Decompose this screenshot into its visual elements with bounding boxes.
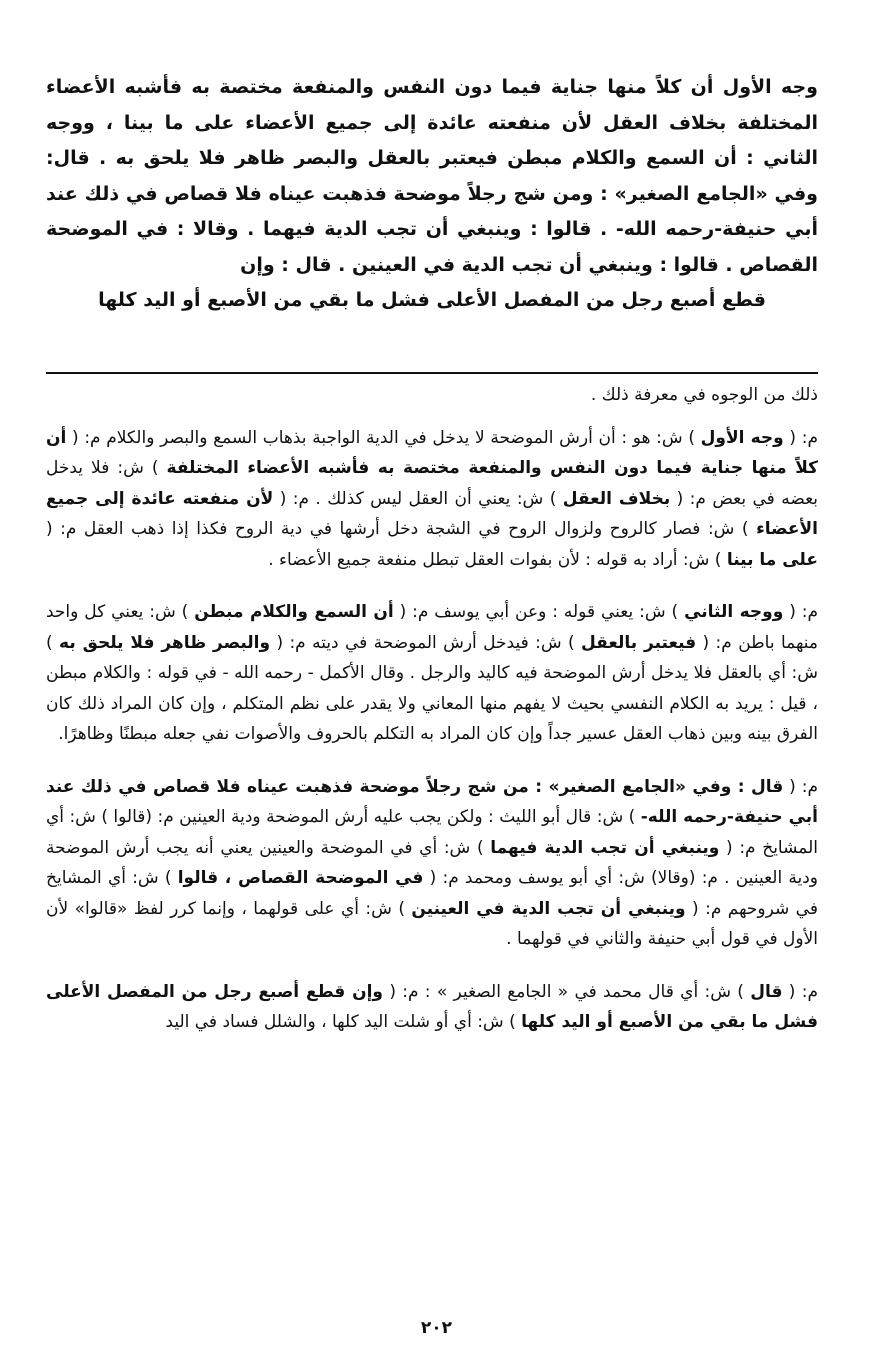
commentary-paragraph: [46, 597, 818, 750]
commentary-text: ) ش: أي في الموضحة والعينين يعني أنه يجب أرش الموضحة ودية العينين . م: (وقالا) ش: أي أبو يوسف ومحمد م: (: [46, 837, 818, 888]
main-text: [46, 70, 818, 319]
commentary-text: م: (: [789, 776, 818, 797]
quoted-matn: فيعتبر بالعقل: [580, 632, 697, 653]
quoted-matn: وإن قطع أصبع رجل من المفصل الأعلى فشل ما بقي من الأصبع أو اليد كلها: [46, 981, 818, 1032]
main-text-body: وجه الأول أن كلاً منها جناية فيما دون النفس والمنفعة مختصة به فأشبه الأعضاء المختلفة بخلاف العقل لأن منفعته عائدة إلى جميع الأعضاء على ما بينا ، ووجه الثاني : أن السمع والكلام مبطن فيعتبر بالعقل والبصر ظاهر فلا يلحق به . قال: وفي «الجامع الصغير» : ومن شج رجلاً موضحة فذهبت عيناه فلا قصاص في ذلك عند أبي حنيفة-رحمه الله- . قالوا : وينبغي أن تجب الدية فيهما . وقالا : في الموضحة القصاص . قالوا : وينبغي أن تجب الدية في العينين . قال : وإن: [46, 76, 818, 276]
quoted-matn: على ما بينا: [726, 549, 818, 570]
commentary-text: ) ش: أي قال محمد في « الجامع الصغير » : م: (: [389, 981, 744, 1002]
commentary-text: ) ش: فيدخل أرش الموضحة في ديته م: (: [276, 632, 575, 653]
commentary-paragraph: [46, 977, 818, 1038]
commentary-text: ) ش: هو : أن أرش الموضحة لا يدخل في الدية الواجبة بذهاب السمع والبصر والكلام م: (: [72, 427, 695, 448]
commentary-text: ) ش: فصار كالروح ولزوال الروح في الشجة دخل أرشها في دية الروح فكذا إذا ذهب العقل م: (: [46, 519, 749, 539]
quoted-matn: قال : وفي «الجامع الصغير» : من شج رجلاً موضحة فذهبت عيناه فلا قصاص في ذلك عند أبي حنيفة-رحمه الله-: [46, 776, 819, 827]
commentary-intro: ذلك من الوجوه في معرفة ذلك .: [590, 385, 818, 405]
quoted-matn: وجه الأول: [700, 427, 784, 448]
quoted-matn: أن السمع والكلام مبطن: [194, 602, 394, 622]
main-text-last-line: قطع أصبع رجل من المفصل الأعلى فشل ما بقي من الأصبع أو اليد كلها: [98, 289, 766, 311]
commentary-section: [46, 380, 818, 1060]
page-number: ٢٠٢: [420, 1318, 453, 1338]
commentary-text: ) ش: يعني كل واحد منهما باطن م: (: [46, 602, 819, 653]
commentary-text: ) ش: يعني أن العقل ليس كذلك . م: (: [279, 488, 557, 509]
separator-rule: [46, 372, 818, 374]
commentary-text: ) ش: أي المشايخ في شروحهم م: (: [46, 868, 818, 919]
quoted-matn: أن كلاً منها جناية فيما دون النفس والمنفعة مختصة به فأشبه الأعضاء المختلفة: [46, 427, 819, 478]
quoted-matn: قال: [750, 981, 783, 1002]
commentary-text: م: (: [789, 602, 818, 622]
commentary-paragraph: [46, 772, 818, 955]
quoted-matn: وينبغي أن تجب الدية فيهما: [490, 837, 720, 858]
page-content: [46, 70, 818, 319]
quoted-matn: وينبغي أن تجب الدية في العينين: [411, 898, 686, 919]
commentary-text: ) ش: فلا يدخل بعضه في بعض م: (: [46, 458, 819, 509]
commentary-paragraph: [46, 423, 818, 576]
commentary-text: ) ش: يعني قوله : وعن أبي يوسف م: (: [399, 602, 679, 622]
commentary-text: ) ش: قال أبو الليث : ولكن يجب عليه أرش الموضحة ودية العينين م: (قالوا ) ش: أي المشايخ م: (: [46, 807, 819, 858]
quoted-matn: بخلاف العقل: [562, 488, 671, 509]
commentary-text: م: (: [788, 981, 818, 1002]
commentary-text: ) ش: أي بالعقل فلا يدخل أرش الموضحة فيه كاليد والرجل . وقال الأكمل - رحمه الله - في قوله : والكلام مبطن ، قيل : يريد به الكلام النفسي بحيث لا يفهم منها المعاني ولا يقدر على نظم المتكلم ، وإن كان المراد ذلك كان الفرق بينه وبين ذهاب العقل عسير جداً وإن كان المراد به التكلم بالحروف والأصوات نفي جعله مبطنًا وظاهرًا.: [46, 632, 818, 744]
quoted-matn: والبصر ظاهر فلا يلحق به: [59, 632, 271, 653]
quoted-matn: ووجه الثاني: [684, 602, 784, 622]
commentary-text: ) ش: أي على قولهما ، وإنما كرر لفظ «قالوا» لأن الأول في قول أبي حنيفة والثاني في قولهما .: [46, 898, 818, 949]
quoted-matn: لأن منفعته عائدة إلى جميع الأعضاء: [46, 488, 819, 539]
commentary-text: ) ش: أراد به قوله : لأن بفوات العقل تبطل منفعة جميع الأعضاء .: [268, 549, 722, 570]
quoted-matn: في الموضحة القصاص ، قالوا: [177, 868, 424, 888]
commentary-text: ) ش: أي أو شلت اليد كلها ، والشلل فساد في اليد: [165, 1012, 516, 1032]
commentary-text: م: (: [789, 427, 818, 448]
